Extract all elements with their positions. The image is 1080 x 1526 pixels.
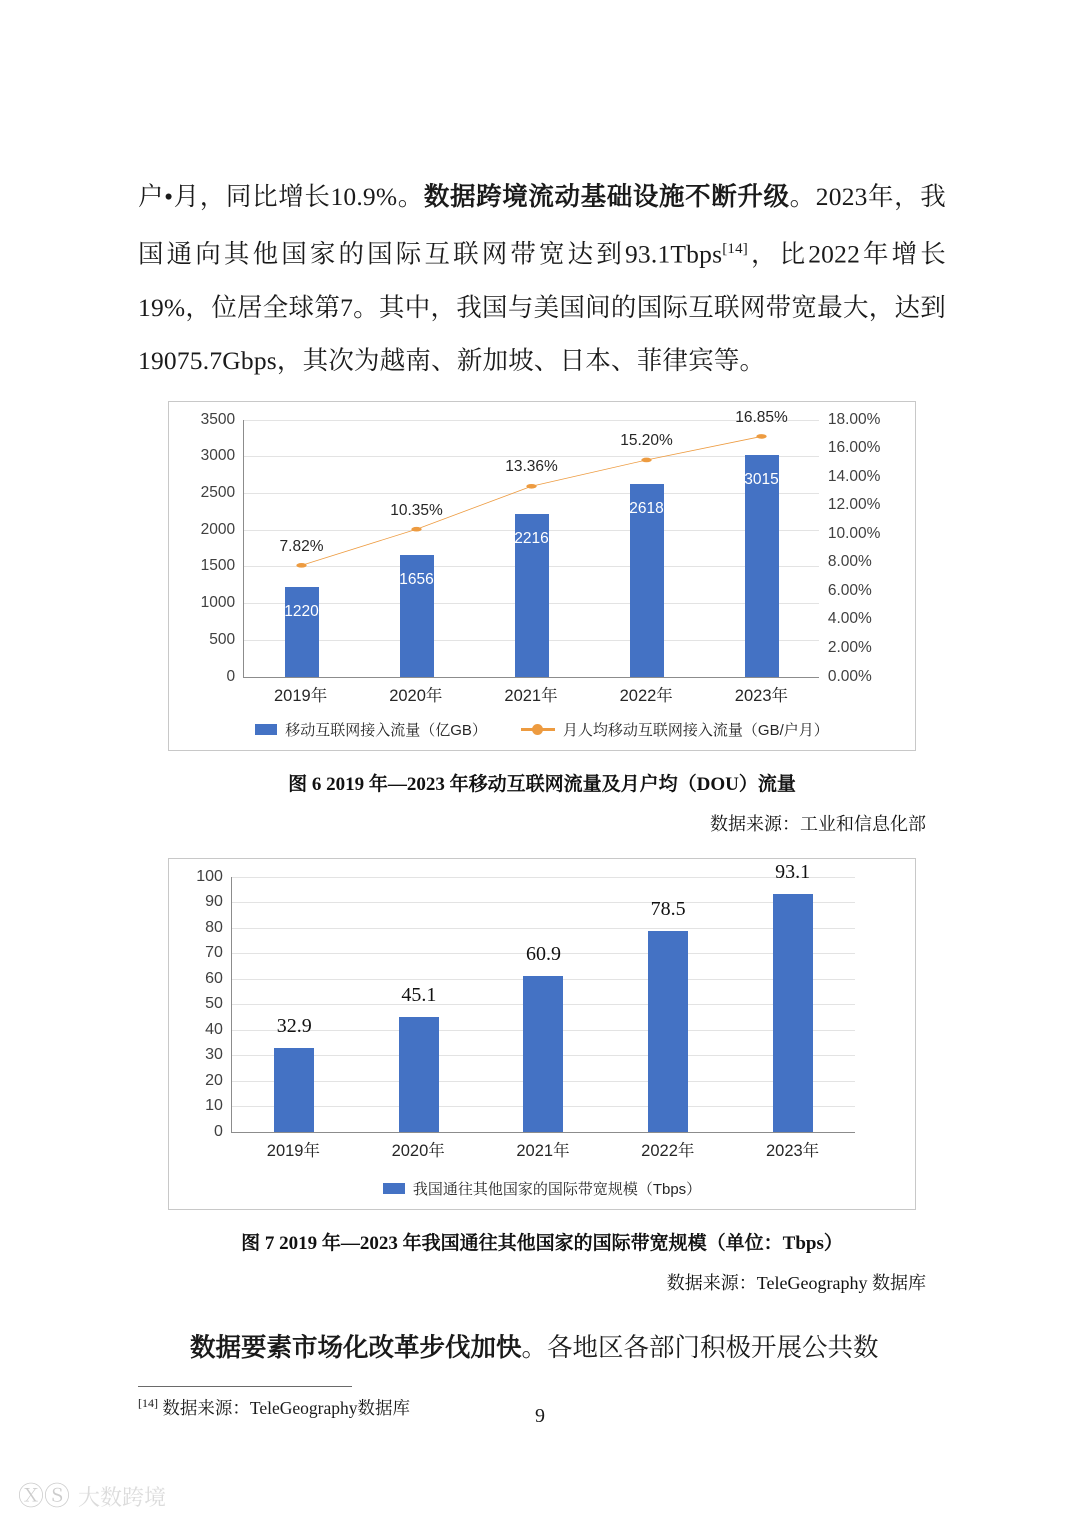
- footnote-divider: [138, 1386, 352, 1387]
- chart2-bar-value: 32.9: [276, 1014, 312, 1037]
- chart1-ytick: 500: [209, 630, 236, 648]
- chart1-point-label: 16.85%: [735, 409, 788, 427]
- chart1-y2tick: 12.00%: [827, 496, 881, 514]
- chart2-ytick: 40: [205, 1020, 223, 1038]
- chart2-bar-group: [730, 861, 855, 1132]
- chart1-legend: [169, 719, 915, 740]
- chart2-xtick: 2020年: [391, 1141, 445, 1160]
- closing-paragraph: 数据要素市场化改革步伐加快。各地区各部门积极开展公共数: [190, 1332, 879, 1362]
- chart1-bar-value: 1220: [284, 602, 319, 620]
- chart2-bar-group: [481, 877, 606, 1132]
- chart1-ytick: 3500: [200, 410, 236, 428]
- chart1-y2tick: 8.00%: [827, 553, 872, 571]
- body-paragraph: 户•月，同比增长10.9%。数据跨境流动基础设施不断升级。2023年，我国通向其他国家的国际互联网带宽达到93.1Tbps[14]，比2022年增长19%，位居全球第7。其中，我国与美国间的国际互联网带宽最大，达到19075.7Gbps，其次为越南、新加坡、日本、菲律宾等。: [138, 182, 946, 375]
- chart2-xtick: 2019年: [266, 1141, 320, 1160]
- figure-6-source: 数据来源：工业和信息化部: [710, 813, 926, 834]
- chart2-legend-label: 我国通往其他国家的国际带宽规模（Tbps）: [412, 1180, 702, 1198]
- chart2-bar[interactable]: [648, 898, 688, 1131]
- legend-line-marker-icon: [521, 724, 555, 735]
- watermark-logo-icon: ⓍⓈ: [18, 1481, 71, 1511]
- chart-combo-mobile-traffic: [169, 402, 915, 750]
- chart2-bar-value: 93.1: [775, 861, 811, 884]
- figure-7-caption: 图 7 2019 年—2023 年我国通往其他国家的国际带宽规模（单位：Tbps）: [241, 1232, 843, 1254]
- watermark-text: 大数跨境: [78, 1485, 167, 1510]
- chart1-xtick: 2019年: [273, 686, 328, 705]
- legend-swatch-icon: [255, 724, 277, 735]
- chart2-bar-value: 60.9: [525, 943, 561, 966]
- chart1-ytick: 2500: [200, 483, 236, 501]
- chart1-y2tick: 18.00%: [827, 410, 881, 428]
- chart2-legend-item[interactable]: [383, 1178, 701, 1199]
- chart2-ytick: 30: [205, 1046, 223, 1063]
- chart2-bar-group: [232, 877, 357, 1132]
- chart1-xtick: 2021年: [504, 686, 558, 705]
- chart1-legend-label: 月人均移动互联网接入流量（GB/户月）: [562, 721, 829, 739]
- chart2-xtick: 2022年: [641, 1141, 695, 1160]
- chart1-xtick: 2022年: [619, 686, 673, 705]
- footnote-marker: [14]: [138, 1395, 158, 1410]
- chart1-point-label: 7.82%: [279, 537, 324, 555]
- chart2-bar-value: 45.1: [401, 983, 437, 1006]
- chart2-ytick: 20: [205, 1071, 223, 1089]
- chart1-x-axis: [243, 682, 819, 706]
- chart2-bar[interactable]: [274, 1014, 314, 1132]
- chart1-ytick: 1500: [200, 557, 236, 575]
- watermark: [18, 1481, 166, 1512]
- chart1-ytick: 0: [226, 667, 236, 685]
- chart1-bar-value: 2216: [514, 529, 549, 547]
- chart1-legend-label: 移动互联网接入流量（亿GB）: [285, 721, 487, 739]
- chart1-xtick: 2023年: [734, 686, 789, 705]
- chart1-plot-area: [200, 409, 881, 685]
- chart2-xtick: 2023年: [765, 1141, 820, 1160]
- chart1-point-label: 15.20%: [620, 432, 673, 450]
- chart-bar-international-bandwidth: [169, 859, 915, 1209]
- chart1-y2tick: 14.00%: [827, 467, 881, 485]
- chart1-bar-value: 3015: [744, 471, 779, 489]
- chart1-point-label: 10.35%: [390, 501, 443, 519]
- page-content: [138, 170, 946, 1420]
- chart1-bar-value: 2618: [629, 500, 664, 518]
- chart1-ytick: 2000: [200, 520, 236, 538]
- figure-6-frame: [168, 401, 916, 751]
- chart1-point-label: 13.36%: [505, 458, 558, 476]
- chart1-bar-value: 1656: [399, 570, 434, 588]
- figure-7-source: 数据来源：TeleGeography 数据库: [666, 1272, 926, 1293]
- chart2-ytick: 70: [205, 944, 223, 961]
- chart2-ytick: 50: [205, 995, 223, 1012]
- chart1-y2tick: 16.00%: [827, 439, 881, 457]
- chart2-bar-group: [357, 877, 482, 1132]
- chart2-bar-value: 78.5: [650, 898, 686, 921]
- footnote-text: 数据来源：TeleGeography数据库: [162, 1397, 410, 1418]
- chart2-ytick: 60: [205, 969, 223, 987]
- chart2-xtick: 2021年: [516, 1141, 570, 1160]
- chart2-ytick: 80: [205, 918, 223, 936]
- figure-7-frame: [168, 858, 916, 1210]
- page-number: 9: [535, 1405, 545, 1427]
- chart1-y2tick: 2.00%: [827, 638, 872, 656]
- chart2-plot-area: [196, 861, 855, 1140]
- legend-swatch-icon: [383, 1183, 405, 1194]
- chart2-ytick: 0: [213, 1122, 223, 1140]
- chart2-x-axis: [231, 1137, 855, 1161]
- chart1-legend-item-line[interactable]: [521, 719, 829, 740]
- chart2-ytick: 90: [205, 893, 223, 910]
- chart1-y2tick: 10.00%: [827, 524, 881, 542]
- chart1-y2tick: 4.00%: [827, 610, 872, 628]
- chart1-legend-item-bar[interactable]: [255, 719, 487, 740]
- chart2-ytick: 100: [196, 867, 223, 885]
- chart1-ytick: 3000: [200, 447, 236, 465]
- figure-6-caption: 图 6 2019 年—2023 年移动互联网流量及月户均（DOU）流量: [288, 773, 796, 795]
- chart1-ytick: 1000: [200, 594, 236, 612]
- chart1-xtick: 2020年: [389, 686, 443, 705]
- chart2-bar-group: [606, 877, 731, 1132]
- chart1-y2tick: 0.00%: [827, 667, 872, 685]
- chart2-bars: [232, 861, 855, 1132]
- chart2-bar[interactable]: [773, 861, 813, 1131]
- chart2-legend: [169, 1178, 915, 1199]
- chart2-bar[interactable]: [523, 943, 563, 1131]
- chart2-bar[interactable]: [399, 983, 439, 1132]
- chart2-ytick: 10: [205, 1097, 223, 1114]
- chart1-y2tick: 6.00%: [827, 581, 872, 599]
